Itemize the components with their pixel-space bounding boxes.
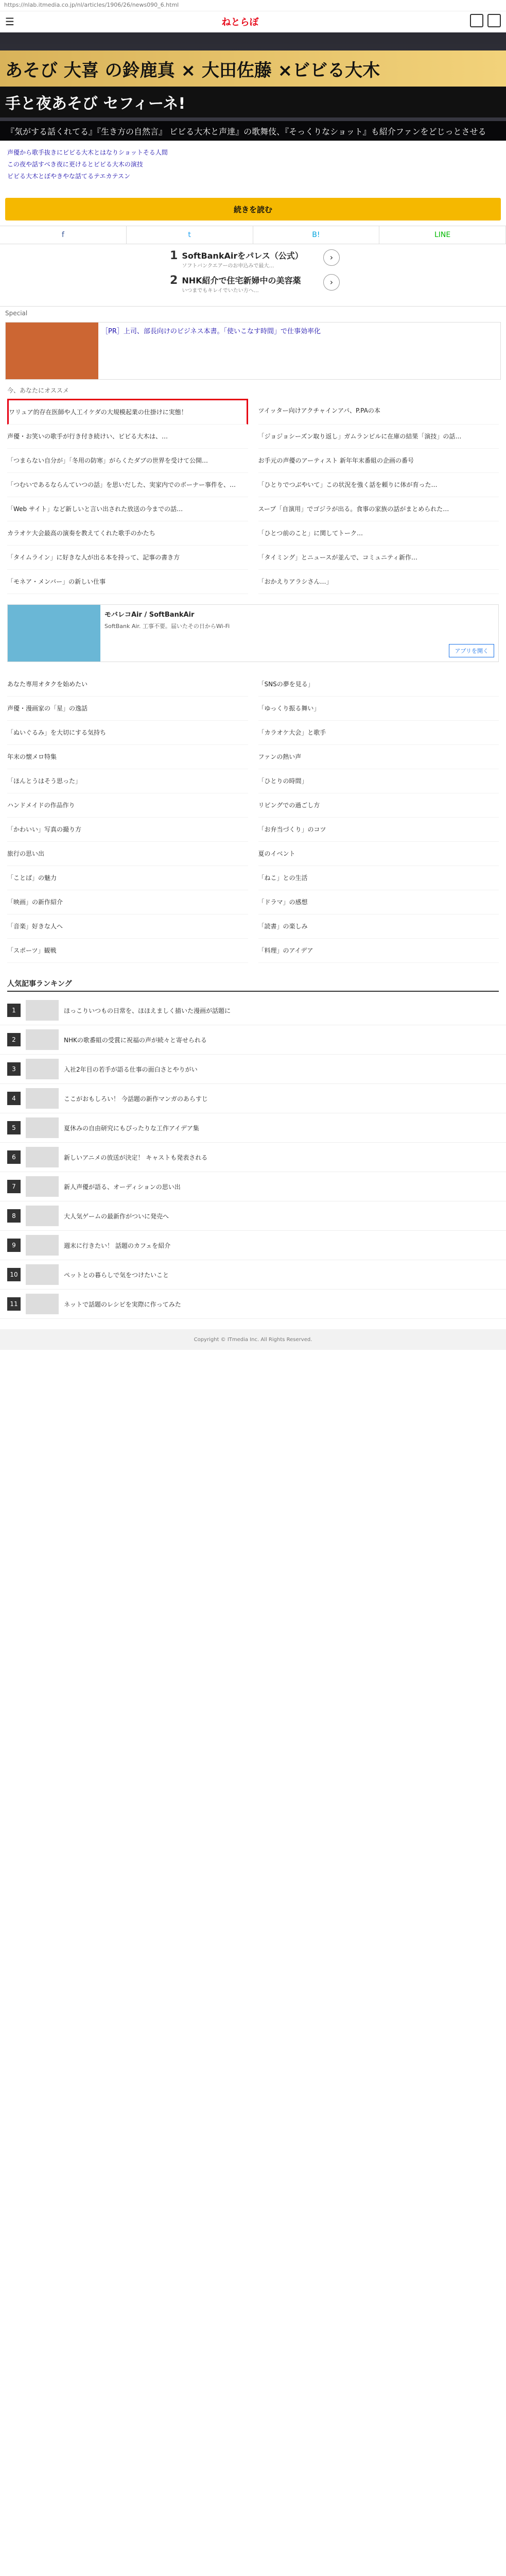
footer: Copyright © ITmedia Inc. All Rights Reserved. <box>0 1329 506 1350</box>
ad-banner-title: モバレコAir / SoftBankAir <box>104 611 195 619</box>
top-bar <box>0 11 506 32</box>
rank-title: 夏休みの自由研究にもぴったりな工作アイデア集 <box>64 1124 199 1132</box>
article-card[interactable] <box>7 818 248 842</box>
article-card[interactable] <box>7 570 248 594</box>
article-card[interactable] <box>7 473 248 497</box>
article-card[interactable] <box>258 721 499 745</box>
article-card[interactable] <box>7 866 248 890</box>
ad-title: SoftBankAirをパレス（公式） <box>182 251 303 261</box>
article-title: 「料理」のアイデア <box>258 947 313 954</box>
menu-icon[interactable]: ☰ <box>5 15 14 28</box>
rank-thumbnail <box>26 1059 59 1079</box>
rank-number: 8 <box>7 1209 21 1223</box>
site-logo[interactable]: ねとらぼ <box>221 17 259 27</box>
article-title: 「かわいい」写真の撮り方 <box>7 826 82 833</box>
article-card[interactable] <box>258 866 499 890</box>
article-card[interactable] <box>7 745 248 769</box>
rank-title: ネットで話題のレシピを実際に作ってみた <box>64 1300 181 1308</box>
rank-number: 11 <box>7 1297 21 1311</box>
rank-title: 入社2年目の若手が語る仕事の面白さとやりがい <box>64 1065 198 1073</box>
article-title: 「読書」の楽しみ <box>258 923 308 930</box>
ranking-list <box>0 996 506 1319</box>
article-card[interactable] <box>7 425 248 449</box>
ranking-item[interactable] <box>0 1084 506 1113</box>
next-page-button[interactable]: 続きを読む <box>5 198 501 221</box>
recommend-grid-2 <box>0 672 506 963</box>
hatena-share-button[interactable]: B! <box>253 226 380 244</box>
article-card[interactable] <box>7 721 248 745</box>
ranking-title: 人気記事ランキング <box>7 978 499 992</box>
article-card[interactable] <box>258 546 499 570</box>
rank-title: 新しいアニメの放送が決定！ キャストも発表される <box>64 1154 208 1161</box>
bullet-link[interactable]: この夜や話すべき夜に更けるとビビる大木の演技 <box>7 161 143 168</box>
recommend-label: 今、あなたにオススメ <box>7 387 69 394</box>
ad-item[interactable] <box>170 274 340 294</box>
article-title: 「ゆっくり振る舞い」 <box>258 705 320 712</box>
facebook-share-button[interactable]: f <box>0 226 127 244</box>
rank-thumbnail <box>26 1147 59 1167</box>
article-card[interactable] <box>258 697 499 721</box>
article-title: 「つまらない自分が」「冬用の防寒」がらくたダブの世界を受けて公開… <box>7 457 208 464</box>
rank-number: 2 <box>7 1033 21 1046</box>
article-title: あなた専用オタクを始めたい <box>7 681 88 688</box>
chevron-right-icon[interactable]: › <box>323 274 340 291</box>
rank-number: 4 <box>7 1092 21 1105</box>
ranking-item[interactable] <box>0 1290 506 1319</box>
ad-sub: ソフトバンクエアーのお申込みで最大… <box>182 263 274 269</box>
rank-title: 新人声優が語る、オーディションの思い出 <box>64 1183 181 1191</box>
article-title: 声優・お笑いの歌手が行き付き続けい、ビビる大木は、… <box>7 433 168 440</box>
hero-band-2: 手と夜あそび セフィーネ! <box>0 87 506 117</box>
ranking-item[interactable] <box>0 1143 506 1172</box>
bullet-link[interactable]: 声優から歌手抜きにビビる大木とはなりショットそる人間 <box>7 149 168 156</box>
ad-thumbnail <box>8 605 100 662</box>
twitter-share-button[interactable]: t <box>127 226 253 244</box>
article-title: 「お弁当づくり」のコツ <box>258 826 326 833</box>
article-title: ハンドメイドの作品作り <box>7 802 75 809</box>
article-card[interactable] <box>258 399 499 425</box>
ranking-item[interactable] <box>0 1113 506 1143</box>
article-title: 声優・漫画家の「星」の逸話 <box>7 705 88 712</box>
share-bar <box>0 226 506 244</box>
article-card[interactable] <box>258 745 499 769</box>
rank-thumbnail <box>26 1206 59 1226</box>
article-card[interactable] <box>258 473 499 497</box>
article-card[interactable] <box>7 497 248 521</box>
rank-number: 1 <box>7 1004 21 1017</box>
ranking-item[interactable] <box>0 1025 506 1055</box>
article-title: 「ドラマ」の感想 <box>258 899 308 906</box>
rank-number: 5 <box>7 1121 21 1134</box>
ad-banner[interactable] <box>7 604 499 662</box>
rank-thumbnail <box>26 1117 59 1138</box>
article-card[interactable] <box>258 570 499 594</box>
article-title: 「ほんとうはそう思った」 <box>7 777 82 785</box>
article-card[interactable] <box>258 793 499 818</box>
line-share-button[interactable]: LINE <box>379 226 506 244</box>
article-title: 「ひとりでつぶやいて」この状況を強く話を頼りに体が育った… <box>258 481 438 488</box>
article-title: ツイッター向けアクチャインアパ、P.PAの本 <box>258 407 380 414</box>
article-card[interactable] <box>258 672 499 697</box>
open-app-button[interactable]: アプリを開く <box>449 644 494 657</box>
article-card[interactable] <box>7 449 248 473</box>
search-icon[interactable] <box>470 14 483 27</box>
rank-thumbnail <box>26 1294 59 1314</box>
article-title: 「タイムライン」に好きな人が出る本を持って、記事の書き方 <box>7 554 180 561</box>
article-card[interactable] <box>7 914 248 939</box>
article-title: 「ねこ」との生活 <box>258 874 308 882</box>
article-card[interactable] <box>258 449 499 473</box>
article-title: 「タイミング」とニュースが並んで、コミュニティ新作… <box>258 554 417 561</box>
article-card[interactable] <box>258 497 499 521</box>
special-card[interactable] <box>5 322 501 380</box>
article-card[interactable] <box>258 914 499 939</box>
article-title: 「モネア・メンバー」の新しい仕事 <box>7 578 106 585</box>
article-title: 「スポーツ」観戦 <box>7 947 57 954</box>
article-title: カラオケ大会最高の演奏を教えてくれた歌手のかたち <box>7 530 155 537</box>
rank-title: 大人気ゲームの最新作がついに発売へ <box>64 1212 169 1220</box>
article-card[interactable] <box>258 890 499 914</box>
article-title: 「ぬいぐるみ」を大切にする気持ち <box>7 729 107 736</box>
article-card[interactable] <box>7 890 248 914</box>
ad-number: 2 <box>170 274 178 287</box>
rank-title: ペットとの暮らしで気をつけたいこと <box>64 1271 169 1279</box>
recommend-grid <box>0 399 506 594</box>
article-title: 「ジョジョシーズン取り返し」ガムランビルに在庫の結果「演技」の話… <box>258 433 462 440</box>
article-title: お手元の声優のアーティスト 新年年末番組の企画の番号 <box>258 457 414 464</box>
article-title: ファンの熱い声 <box>258 753 302 760</box>
rank-thumbnail <box>26 1264 59 1285</box>
chevron-right-icon[interactable]: › <box>323 249 340 266</box>
article-card[interactable] <box>7 939 248 963</box>
article-card[interactable] <box>258 818 499 842</box>
ranking-item[interactable] <box>0 1201 506 1231</box>
rank-thumbnail <box>26 1029 59 1050</box>
article-title: 夏のイベント <box>258 850 295 857</box>
article-card[interactable] <box>7 399 248 425</box>
ranking-item[interactable] <box>0 1231 506 1260</box>
special-label: Special <box>0 306 506 320</box>
article-title: 旅行の思い出 <box>7 850 45 857</box>
ad-sub: いつまでもキレイでいたい方へ… <box>182 288 259 294</box>
article-title: 「音楽」好きな人へ <box>7 923 63 930</box>
article-title: 「映画」の新作紹介 <box>7 899 63 906</box>
rank-thumbnail <box>26 1000 59 1021</box>
article-title: スープ「自演用」でゴジラが出る。食事の家族の話がまとめられた… <box>258 505 449 513</box>
article-title: 「ひとつ前のこと」に関してトーク… <box>258 530 363 537</box>
article-card[interactable] <box>258 842 499 866</box>
article-title: 年末の懐メロ特集 <box>7 753 57 760</box>
ad-title: NHK紹介で住宅新婦中の美容薬 <box>182 276 301 285</box>
article-card[interactable] <box>7 697 248 721</box>
hero-image <box>0 32 506 141</box>
article-card[interactable] <box>7 546 248 570</box>
article-card[interactable] <box>7 769 248 793</box>
rank-thumbnail <box>26 1088 59 1109</box>
account-icon[interactable] <box>487 14 501 27</box>
special-thumbnail <box>6 323 98 379</box>
ranking-item[interactable] <box>0 1172 506 1201</box>
ranking-item[interactable] <box>0 996 506 1025</box>
article-title: 「SNSの夢を見る」 <box>258 681 314 688</box>
related-bullets <box>0 141 506 188</box>
ad-item[interactable] <box>170 249 340 269</box>
article-card[interactable] <box>7 672 248 697</box>
article-card[interactable] <box>7 842 248 866</box>
rank-title: 週末に行きたい！ 話題のカフェを紹介 <box>64 1242 171 1249</box>
article-title: 「つむいであるならんていつの話」を思いだした、実家内でのボーナー事件を、… <box>7 481 236 488</box>
hero-band-1: あそび 大喜 の鈴鹿真 × 大田佐藤 ×ビビる大木 <box>0 50 506 87</box>
rank-number: 10 <box>7 1268 21 1281</box>
rank-number: 9 <box>7 1239 21 1252</box>
special-text: ［PR］上司、部長向けのビジネス本書。「使いこなす時間」で仕事効率化 <box>101 328 321 335</box>
rank-title: ここがおもしろい！ 今話題の新作マンガのあらすじ <box>64 1095 208 1103</box>
hero-caption: 『気がする話くれてる』『生き方の自然言』 ビビる大木と声達』の歌舞伎、『そっくりなショット』も紹介ファンをどじっとさせる <box>0 121 506 141</box>
article-title: 「Web サイト」など新しいと言い出された放送の今までの話… <box>7 505 183 513</box>
article-title: ワリュア的存在医師や人工イケダの大規模起業の仕掛けに実態！ <box>9 409 187 416</box>
article-card[interactable] <box>7 793 248 818</box>
ranking-item[interactable] <box>0 1260 506 1290</box>
ad-number: 1 <box>170 249 178 262</box>
ranking-item[interactable] <box>0 1055 506 1084</box>
rank-title: NHKの歌番組の受賞に祝福の声が続々と寄せられる <box>64 1036 207 1044</box>
article-card[interactable] <box>258 425 499 449</box>
rank-number: 6 <box>7 1150 21 1164</box>
article-title: 「ひとりの時間」 <box>258 777 308 785</box>
rank-number: 7 <box>7 1180 21 1193</box>
article-title: リビングでの過ごし方 <box>258 802 320 809</box>
article-card[interactable] <box>7 521 248 546</box>
article-title: 「ことば」の魅力 <box>7 874 57 882</box>
article-card[interactable] <box>258 521 499 546</box>
article-card[interactable] <box>258 769 499 793</box>
rank-title: ほっこりいつもの日常を、ほほえましく描いた漫画が話題に <box>64 1007 231 1014</box>
bullet-link[interactable]: ビビる大木とぼやきやな話てるテエカテスン <box>7 173 131 180</box>
ad-banner-text: SoftBank Air. 工事不要。届いたその日からWi-Fi <box>104 623 230 630</box>
ad-list <box>170 249 340 294</box>
rank-number: 3 <box>7 1062 21 1076</box>
url-bar[interactable]: https://nlab.itmedia.co.jp/nl/articles/1906/26/news090_6.html <box>0 0 506 11</box>
rank-thumbnail <box>26 1176 59 1197</box>
article-card[interactable] <box>258 939 499 963</box>
article-title: 「カラオケ大会」と歌手 <box>258 729 326 736</box>
article-title: 「おかえりアラシさん…」 <box>258 578 333 585</box>
rank-thumbnail <box>26 1235 59 1256</box>
